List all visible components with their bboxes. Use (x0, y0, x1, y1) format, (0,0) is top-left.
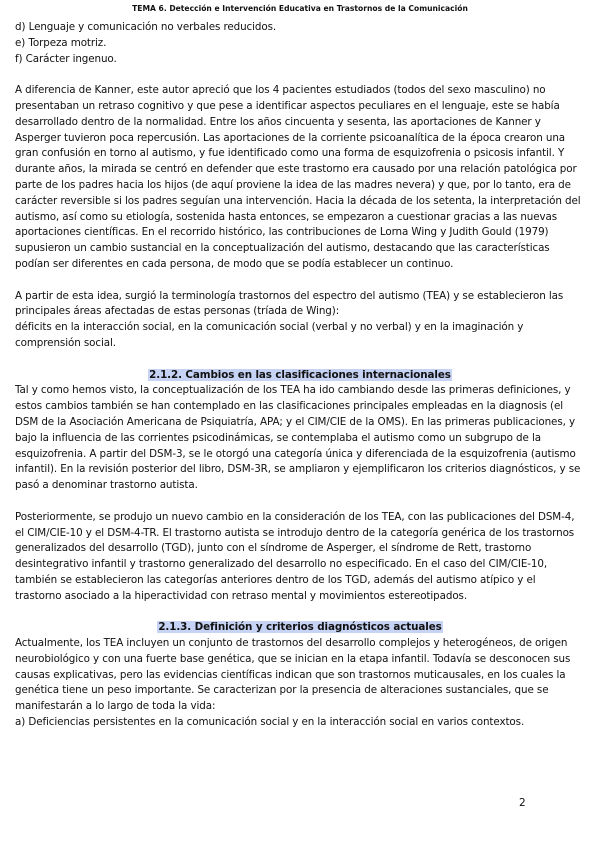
paragraph-deficiencias: a) Deficiencias persistentes en la comunicación social y en la interacción social en varios contextos. (15, 716, 525, 729)
heading-highlight: 2.1.2. Cambios en las clasificaciones internacionales (149, 368, 451, 381)
section-heading-2-1-3 (15, 620, 585, 636)
paragraph-tea: A partir de esta idea, surgió la terminología trastornos del espectro del autismo (TEA) y se establecieron las principales áreas afectadas de estas personas (tríada de Wing): (15, 289, 564, 318)
paragraph-actualmente: Actualmente, los TEA incluyen un conjunto de trastornos del desarrollo complejos y heterogéneos, de origen neurobiológico y con una fuerte base genética, que se inician en la etapa infantil. Todavía se desconocen sus causas explicativas, pero las evidencias científicas indican que son trastornos muticausales, en los cuales la genética tiene un peso importante. Se caracterizan por la presencia de alteraciones sustanciales, que se manifestarán a lo largo de toda la vida: (15, 637, 571, 713)
list-item: e) Torpeza motriz. (15, 36, 107, 49)
page-header: TEMA 6. Detección e Intervención Educativa en Trastornos de la Comunicación (132, 4, 468, 13)
list-item: f) Carácter ingenuo. (15, 52, 117, 65)
section-heading-2-1-2 (15, 368, 585, 384)
list-item: d) Lenguaje y comunicación no verbales reducidos. (15, 21, 277, 33)
paragraph-posteriormente: Posteriormente, se produjo un nuevo cambio en la consideración de los TEA, con las publicaciones del DSM-4, el CIM/CIE-10 y el DSM-4-TR. El trastorno autista se introdujo dentro de la categoría genérica de los trastornos generalizados del desarrollo (TGD), junto con el síndrome de Asperger, el síndrome de Rett, trastorno desintegrativo infantil y trastorno generalizado del desarrollo no especificado. En el caso del CIM/CIE-10, también se establecieron las categorías anteriores dentro de los TGD, además del autismo atípico y el trastorno asociado a la hiperactividad con retraso mental y movimientos estereotipados. (15, 510, 575, 602)
heading-highlight: 2.1.3. Definición y criterios diagnósticos actuales (158, 621, 442, 634)
paragraph-tea-deficits: déficits en la interacción social, en la comunicación social (verbal y no verbal) y en la imaginación y comprensión social. (15, 321, 524, 349)
document-body (15, 20, 585, 731)
page-number: 2 (519, 797, 526, 809)
paragraph-tal-como: Tal y como hemos visto, la conceptualización de los TEA ha ido cambiando desde las primeras definiciones, y estos cambios también se han contemplado en las clasificaciones principales empleadas en la diagnosis (el DSM de la Asociación Americana de Psiquiatría, APA; y el CIM/CIE de la OMS). En las primeras publicaciones, y bajo la influencia de las corrientes psicodinámicas, se contemplaba el autismo como un subgrupo de la esquizofrenia. A partir del DSM-3, se le otorgó una categoría única y diferenciada de la esquizofrenia (autismo infantil). En la revisión posterior del libro, DSM-3R, se ampliaron y ejemplificaron los criterios diagnósticos, y se pasó a denominar trastorno autista. (15, 384, 581, 492)
paragraph-kanner: A diferencia de Kanner, este autor apreció que los 4 pacientes estudiados (todos del sexo masculino) no presentaban un retraso cognitivo y que pese a identificar aspectos peculiares en el lenguaje, este se había desarrollado dentro de la normalidad. Entre los años cincuenta y sesenta, las aportaciones de Kanner y Asperger tuvieron poca repercusión. Las aportaciones de la corriente psicoanalítica de la época crearon una gran confusión en torno al autismo, y fue identificado como una forma de esquizofrenia o psicosis infantil. Y durante años, la mirada se centró en defender que este trastorno era causado por una relación patológica por parte de los padres hacia los hijos (de aquí proviene la idea de las madres nevera) y que, por lo tanto, era de carácter reversible si los padres seguían una intervención. Hacia la década de los setenta, la interpretación del autismo, así como su etiología, sostenida hasta entonces, se empezaron a cuestionar gracias a las nuevas aportaciones científicas. En el recorrido histórico, las contribuciones de Lorna Wing y Judith Gould (1979) supusieron un cambio sustancial en la conceptualización del autismo, destacando que las características podían ser diferentes en cada persona, de modo que se podía establecer un continuo. (15, 84, 581, 270)
